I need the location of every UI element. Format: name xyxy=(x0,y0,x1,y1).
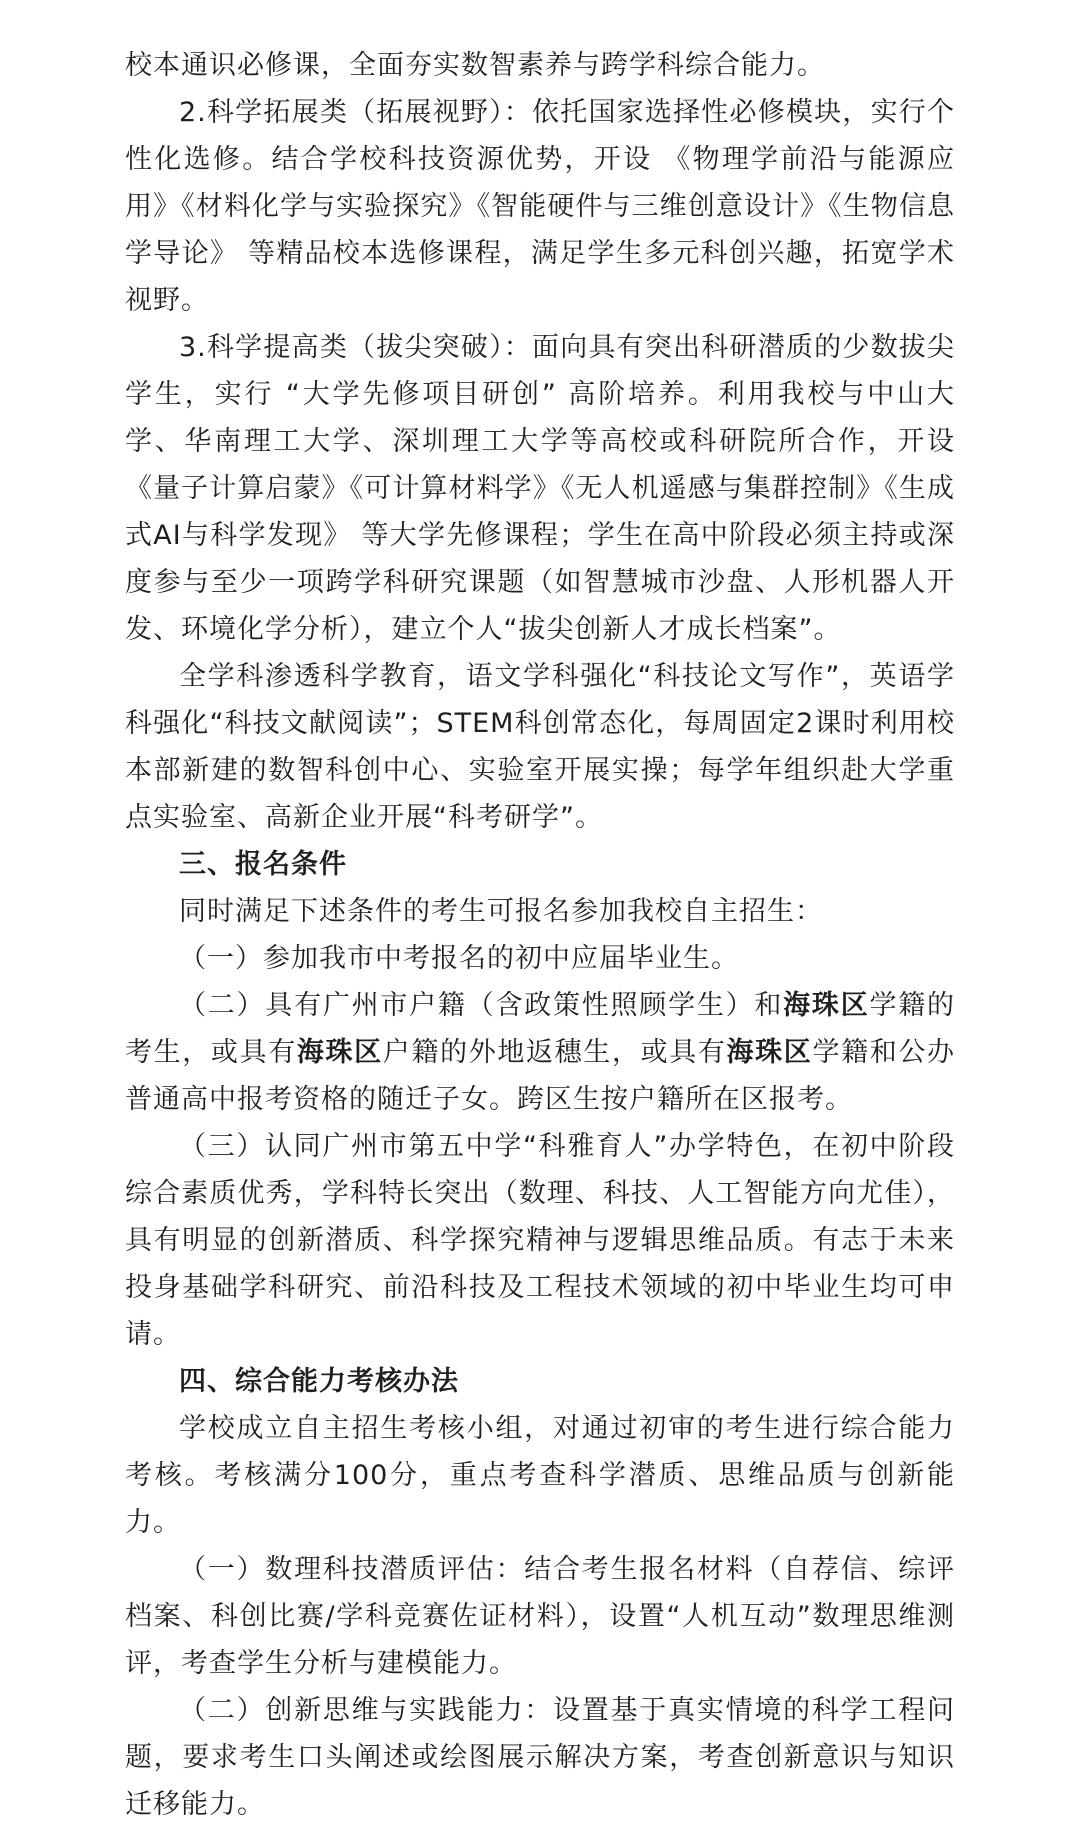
paragraph-cross-subject: 全学科渗透科学教育，语文学科强化“科技论文写作”，英语学科强化“科技文献阅读”；STEM科创常态化，每周固定2课时利用校本部新建的数智科创中心、实验室开展实操；每学年组织赴大学重点实验室、高新企业开展“科考研学”。 xyxy=(125,661,955,833)
paragraph-condition-3: （三）认同广州市第五中学“科雅育人”办学特色，在初中阶段综合素质优秀，学科特长突出（数理、科技、人工智能方向尤佳），具有明显的创新潜质、科学探究精神与逻辑思维品质。有志于未来投身基础学科研究、前沿科技及工程技术领域的初中毕业生均可申请。 xyxy=(125,1131,955,1350)
paragraph-assessment-2: （二）创新思维与实践能力：设置基于真实情境的科学工程问题，要求考生口头阐述或绘图展示解决方案，考查创新意识与知识迁移能力。 xyxy=(125,1695,955,1820)
condition-2-text-e: 户籍的外地返穗生，或具有 xyxy=(382,1037,727,1068)
district-highlight-1: 海珠区 xyxy=(783,990,870,1021)
paragraph-condition-2 xyxy=(125,982,955,1123)
condition-2-text-c: 学籍的考生，或具有 xyxy=(125,990,956,1068)
district-highlight-2: 海珠区 xyxy=(296,1037,383,1068)
condition-2-text-g: 学籍和公办普通高中报考资格的随迁子女。跨区生按户籍所在区报考。 xyxy=(125,1037,956,1115)
paragraph-assessment-intro: 学校成立自主招生考核小组，对通过初审的考生进行综合能力考核。考核满分100分，重点考查科学潜质、思维品质与创新能力。 xyxy=(125,1413,955,1538)
document-page xyxy=(125,42,955,1828)
paragraph-science-advanced: 3.科学提高类（拔尖突破）：面向具有突出科研潜质的少数拔尖学生，实行 “大学先修项目研创” 高阶培养。利用我校与中山大学、华南理工大学、深圳理工大学等高校或科研院所合作，开设 《量子计算启蒙》《可计算材料学》《无人机遥感与集群控制》《生成式AI与科学发现》 等大学先修课程；学生在高中阶段必须主持或深度参与至少一项跨学科研究课题（如智慧城市沙盘、人形机器人开发、环境化学分析），建立个人“拔尖创新人才成长档案”。 xyxy=(125,332,955,645)
section-heading-assessment: 四、综合能力考核办法 xyxy=(179,1366,459,1397)
district-highlight-3: 海珠区 xyxy=(726,1037,813,1068)
paragraph-required-courses-end: 校本通识必修课，全面夯实数智素养与跨学科综合能力。 xyxy=(125,50,825,81)
paragraph-condition-1: （一）参加我市中考报名的初中应届毕业生。 xyxy=(179,943,739,974)
paragraph-registration-intro: 同时满足下述条件的考生可报名参加我校自主招生： xyxy=(179,896,823,927)
section-heading-registration: 三、报名条件 xyxy=(179,849,347,880)
paragraph-assessment-1: （一）数理科技潜质评估：结合考生报名材料（自荐信、综评档案、科创比赛/学科竞赛佐证材料），设置“人机互动”数理思维测评，考查学生分析与建模能力。 xyxy=(125,1554,955,1679)
condition-2-text-a: （二）具有广州市户籍（含政策性照顾学生）和 xyxy=(179,990,784,1021)
paragraph-science-extension: 2.科学拓展类（拓展视野）：依托国家选择性必修模块，实行个性化选修。结合学校科技资源优势，开设 《物理学前沿与能源应用》《材料化学与实验探究》《智能硬件与三维创意设计》《生物信息学导论》 等精品校本选修课程，满足学生多元科创兴趣，拓宽学术视野。 xyxy=(125,97,955,316)
